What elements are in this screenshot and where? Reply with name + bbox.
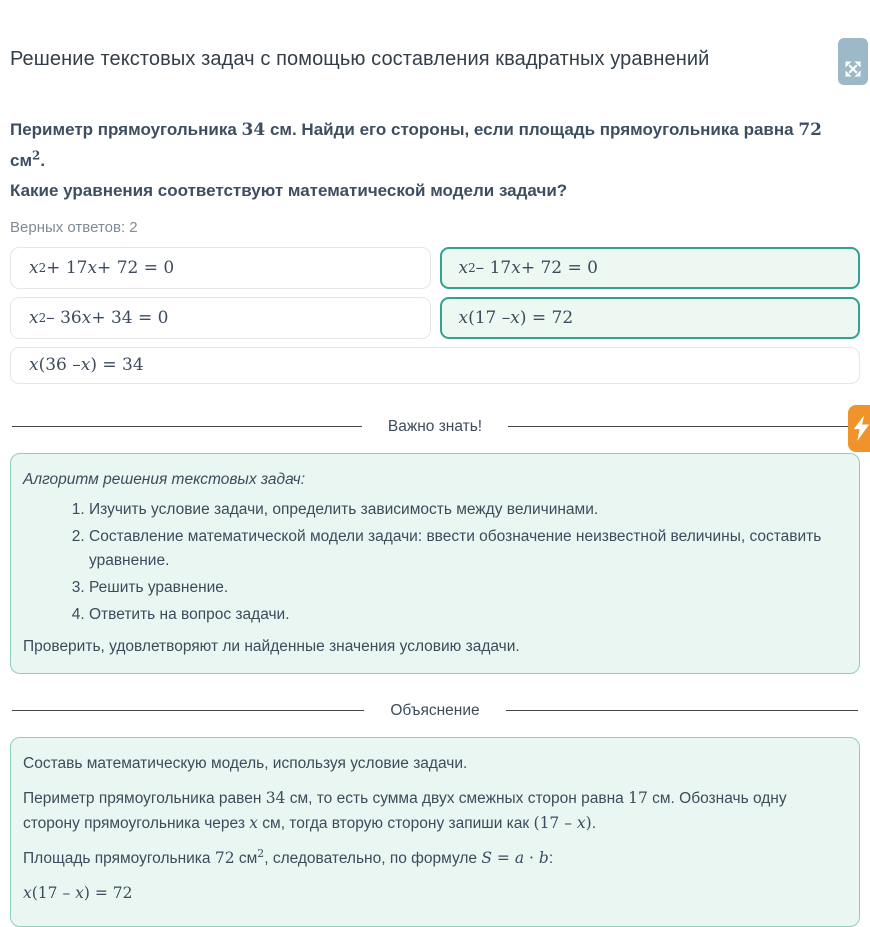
divider-line — [508, 426, 858, 427]
fullscreen-button[interactable] — [838, 38, 868, 85]
algorithm-heading: Алгоритм решения текстовых задач: — [23, 470, 306, 488]
explanation-paragraph-1: Составь математическую модель, используя условие задачи. — [23, 754, 468, 772]
problem-line-1: Периметр прямоугольника 34 см. Найди его стороны, если площадь прямоугольника равна 72 $см^2$. — [10, 120, 822, 170]
hint-tab-button[interactable] — [848, 405, 870, 452]
answer-option-2-selected[interactable]: x 2 – 17 x + 72 = 0 — [440, 247, 861, 289]
algorithm-footer: Проверить, удовлетворяют ли найденные значения условию задачи. — [23, 637, 520, 655]
algorithm-step-3: 3. Решить уравнение. — [89, 576, 847, 600]
important-divider-label: Важно знать! — [387, 417, 483, 435]
answer-option-1[interactable]: x 2 + 17 x + 72 = 0 — [10, 247, 431, 289]
algorithm-step-1: 1. Изучить условие задачи, определить зависимость между величинами. — [89, 498, 847, 522]
answer-options — [10, 247, 860, 384]
divider-line — [506, 710, 858, 711]
explanation-paragraph-4: x(17 – x) = 72 — [23, 883, 133, 902]
answer-option-5[interactable]: x (36 – x ) = 34 — [10, 347, 860, 384]
explanation-divider-label: Объяснение — [390, 701, 480, 719]
explanation-divider — [12, 702, 858, 720]
answer-option-4-selected[interactable]: x (17 – x ) = 72 — [440, 297, 861, 339]
correct-answers-count: Верных ответов: 2 — [10, 218, 138, 236]
algorithm-list — [89, 498, 847, 627]
explanation-infobox — [10, 737, 860, 927]
divider-line — [12, 426, 362, 427]
divider-line — [12, 710, 364, 711]
explanation-paragraph-2: Периметр прямоугольника равен 34 см, то есть сумма двух смежных сторон равна 17 см. Обозначь одну сторону прямоугольника через x см, тогда вторую сторону запиши как (17 – x). — [23, 788, 787, 832]
important-divider — [12, 418, 858, 436]
expand-arrows-icon — [844, 60, 862, 78]
important-infobox — [10, 453, 860, 674]
algorithm-step-2: 2. Составление математической модели задачи: ввести обозначение неизвестной величины, составить уравнение. — [89, 525, 847, 573]
answer-option-3[interactable]: x 2 – 36 x + 34 = 0 — [10, 297, 431, 339]
page-title: Решение текстовых задач с помощью составления квадратных уравнений — [10, 48, 710, 70]
explanation-paragraph-3: Площадь прямоугольника 72 $см^2$, следовательно, по формуле S = a · b: — [23, 846, 554, 867]
problem-statement — [10, 115, 860, 207]
problem-line-2: Какие уравнения соответствуют математической модели задачи? — [10, 181, 568, 201]
algorithm-step-4: 4. Ответить на вопрос задачи. — [89, 603, 847, 627]
lightning-icon — [852, 415, 870, 441]
